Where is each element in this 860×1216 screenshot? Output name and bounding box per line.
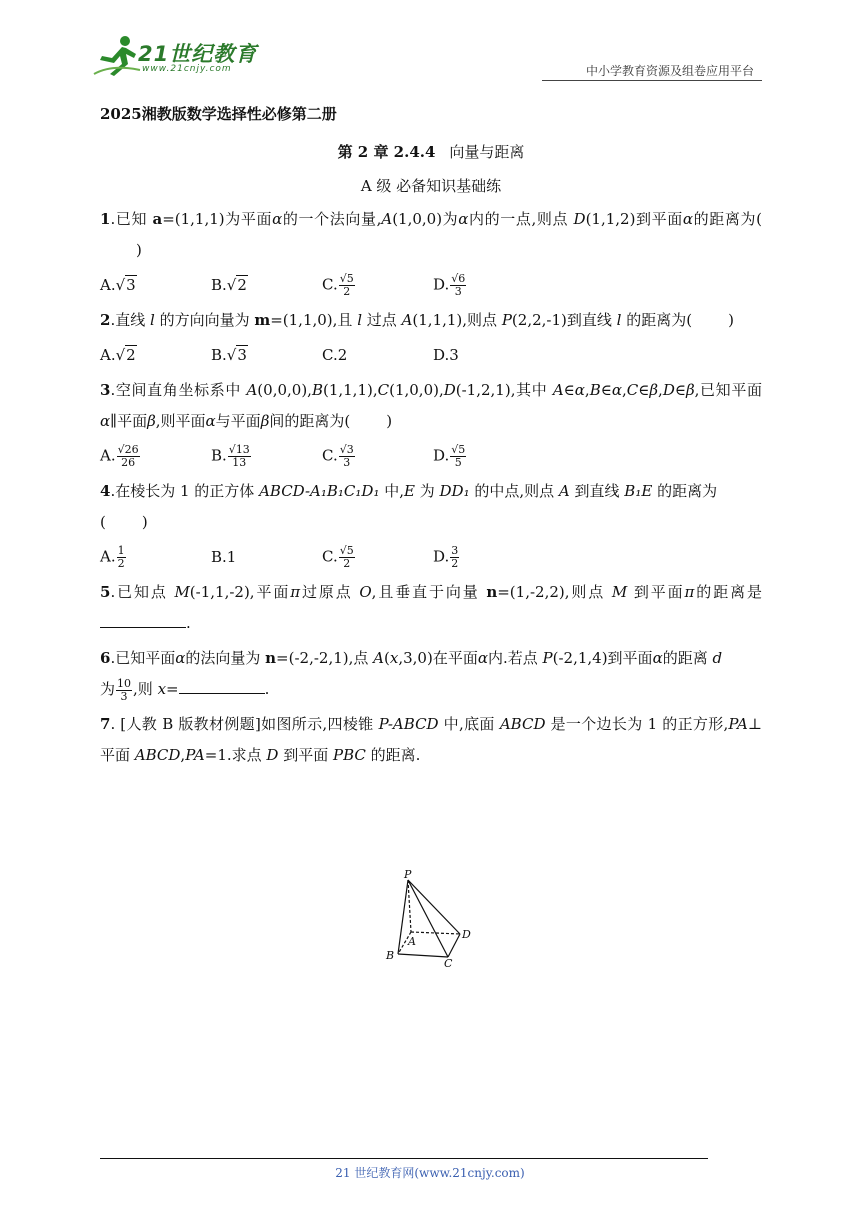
vertex-label-a: A [408,935,416,948]
logo [92,34,272,80]
option-c: C. $\frac{√5}{2}$ [322,543,354,570]
logo-url: www.21cnjy.com [142,64,232,74]
vertex-label-p: P [404,868,412,881]
document-body [100,103,762,771]
option-b: B.1 [211,548,237,566]
option-d: D. $\frac{3}{2}$ [433,543,459,570]
option-b: B.√3 [211,346,247,364]
question-6: 6.已知平面α的法向量为 n=(-2,-2,1),点 A(x,3,0)在平面α内.若点 P(-2,1,4)到平面α的距离 d 为 $\frac{10}{3}$ ,则 x= . [100,649,723,703]
question-1: 1.已知 a=(1,1,1)为平面α的一个法向量,A(1,0,0)为α内的一点,则点 D(1,1,2)到平面α的距离为() [100,210,762,259]
vertex-label-d: D [462,928,471,941]
option-a: A.√2 [100,346,136,364]
vertex-label-c: C [444,957,453,968]
option-c: C.2 [322,346,348,364]
pyramid-figure [384,868,476,968]
answer-blank[interactable] [100,611,186,628]
option-a: A. $\frac{√26}{26}$ [100,442,139,469]
option-b: B. $\frac{√13}{13}$ [211,442,250,469]
edge-bc [398,954,448,957]
answer-blank[interactable] [179,677,265,694]
option-d: D. $\frac{√5}{5}$ [433,442,466,469]
question-3-options [100,439,762,473]
doc-title: 2025湘教版数学选择性必修第二册 [100,105,337,123]
footer-text: 21 世纪教育网(www.21cnjy.com) [335,1166,525,1180]
question-3: 3.空间直角坐标系中 A(0,0,0),B(1,1,1),C(1,0,0),D(-1,2,1),其中 A∈α,B∈α,C∈β,D∈β,已知平面α∥平面β,则平面α与平面β间的距离为( ) [100,381,762,430]
chapter-heading [100,141,762,162]
edge-pa [408,880,411,932]
question-2-options [100,338,762,372]
edge-cd [448,934,460,957]
page-header [92,34,762,84]
option-b: B.√2 [211,276,247,294]
option-c: C. $\frac{√3}{3}$ [322,442,354,469]
edge-pd [408,880,460,934]
level-heading: A 级 必备知识基础练 [360,177,502,195]
question-2: 2.直线 l 的方向向量为 m=(1,1,0),且 l 过点 A(1,1,1),则点 P(2,2,-1)到直线 l 的距离为( ) [100,311,734,329]
header-platform-text: 中小学教育资源及组卷应用平台 [585,64,754,78]
footer-divider [100,1158,708,1159]
question-4-options [100,540,762,574]
edge-pb [398,880,408,954]
option-c: C. $\frac{√5}{2}$ [322,271,354,298]
vertex-label-b: B [386,949,395,962]
question-1-options [100,268,762,302]
question-5: 5.已知点 M(-1,1,-2),平面π过原点 O,且垂直于向量 n=(1,-2,2),则点 M 到平面π的距离是. [100,583,762,632]
option-d: D. $\frac{√6}{3}$ [433,271,466,298]
chapter-number: 第 2 章 2.4.4 [337,143,436,161]
header-divider [542,80,762,81]
option-a: A. $\frac{1}{2}$ [100,543,125,570]
logo-text: 21世纪教育 [138,42,258,66]
runner-logo-icon [92,34,142,78]
question-7: 7. [人教 B 版教材例题]如图所示,四棱锥 P-ABCD 中,底面 ABCD 是一个边长为 1 的正方形,PA⊥平面 ABCD,PA=1.求点 D 到平面 PBC 的距离. [100,715,762,764]
chapter-title: 向量与距离 [449,143,525,161]
option-d: D.3 [433,346,459,364]
question-4: 4.在棱长为 1 的正方体 ABCD-A₁B₁C₁D₁ 中,E 为 DD₁ 的中点,则点 A 到直线 B₁E 的距离为 ( ) [100,482,718,531]
option-a: A.√3 [100,276,136,294]
